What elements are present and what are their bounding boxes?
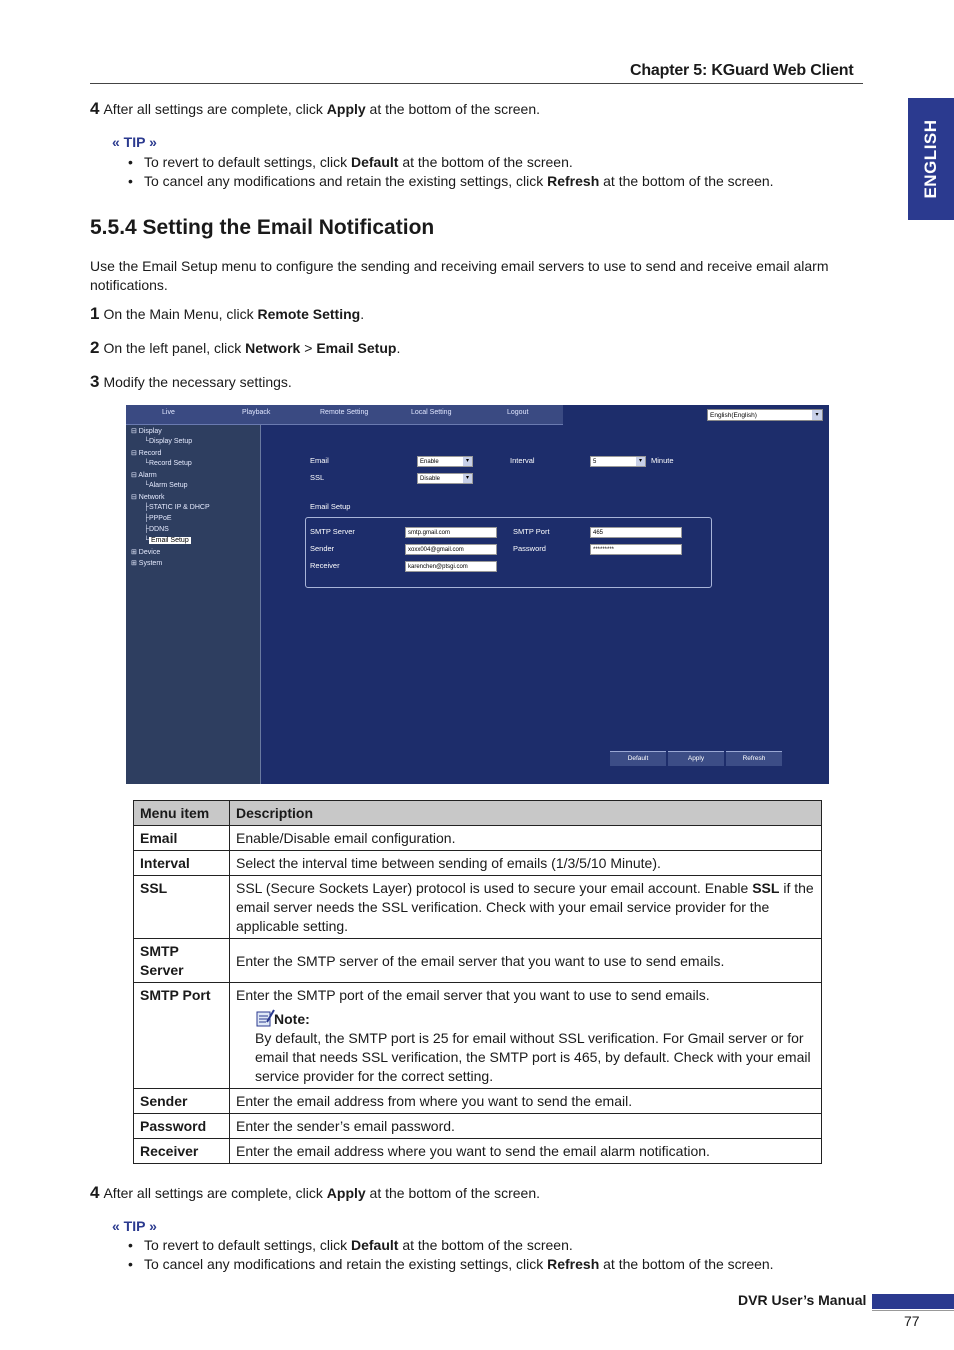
table-cell-item: SSL [134, 876, 230, 939]
step-number: 4 [90, 1183, 100, 1202]
table-row [134, 876, 822, 939]
tree-ddns[interactable]: ├DDNS [144, 526, 169, 533]
tip-list-top [126, 153, 774, 191]
tree-email-setup-selected[interactable]: Email Setup [150, 537, 189, 544]
settings-table [133, 800, 822, 1164]
step-3: 3 Modify the necessary settings. [90, 372, 292, 391]
chevron-down-icon: ▾ [463, 457, 472, 466]
table-cell-desc: Select the interval time between sending of emails (1/3/5/10 Minute). [230, 851, 822, 876]
language-tab-label: ENGLISH [921, 119, 940, 199]
tip-item: • To revert to default settings, click Default at the bottom of the screen. [126, 1236, 774, 1255]
nav-logout[interactable]: Logout [507, 409, 529, 416]
step-number: 3 [90, 372, 100, 391]
dvr-left-panel [126, 425, 261, 784]
page-number: 77 [904, 1313, 920, 1329]
smtp-port-input[interactable]: 465 [590, 527, 682, 538]
table-cell-desc: SSL (Secure Sockets Layer) protocol is used to secure your email account. Enable SSL if the email server needs the SSL verification. Check with your email service provider for the applicable setting. [230, 876, 822, 939]
tree-email-setup-branch[interactable]: └ Email Setup [144, 537, 189, 544]
section-intro: Use the Email Setup menu to configure the sending and receiving email servers to use to send and receive email alarm notifications. [90, 258, 829, 293]
nav-live[interactable]: Live [162, 409, 175, 416]
nav-remote-setting[interactable]: Remote Setting [320, 409, 369, 416]
step-text: After all settings are complete, click [103, 101, 327, 117]
tip-item: • To revert to default settings, click Default at the bottom of the screen. [126, 153, 774, 172]
smtp-port-label: SMTP Port [513, 527, 550, 536]
minute-label: Minute [651, 456, 674, 465]
section-title: 5.5.4 Setting the Email Notification [90, 216, 435, 239]
table-row [134, 851, 822, 876]
table-cell-item: Interval [134, 851, 230, 876]
step-bold: Apply [326, 101, 366, 117]
tree-record-setup[interactable]: └Record Setup [144, 460, 192, 467]
tip-list-bottom [126, 1236, 774, 1274]
chapter-title: Chapter 5: KGuard Web Client [630, 62, 854, 79]
footer-manual-title: DVR User’s Manual [738, 1292, 867, 1308]
table-cell-desc: Enable/Disable email configuration. [230, 826, 822, 851]
table-row [134, 1114, 822, 1139]
tree-alarm-setup[interactable]: └Alarm Setup [144, 482, 188, 489]
step-4-top [90, 99, 540, 119]
email-label: Email [310, 456, 329, 465]
tree-pppoe[interactable]: ├PPPoE [144, 515, 172, 522]
table-cell-desc: Enter the email address where you want to send the email alarm notification. [230, 1139, 822, 1164]
tip-label: « TIP » [112, 1218, 157, 1234]
tree-device[interactable]: ⊞ Device [131, 549, 161, 556]
email-select[interactable]: Enable ▾ [417, 456, 473, 467]
interval-label: Interval [510, 456, 535, 465]
table-row [134, 1139, 822, 1164]
tip-label: « TIP » [112, 134, 157, 150]
tip-item: • To cancel any modifications and retain the existing settings, click Refresh at the bottom of the screen. [126, 1255, 774, 1274]
table-cell-item: SMTP Server [134, 939, 230, 983]
ssl-select[interactable]: Disable ▾ [417, 473, 473, 484]
tree-alarm[interactable]: ⊟ Alarm [131, 472, 157, 479]
receiver-label: Receiver [310, 561, 340, 570]
table-cell-desc: Enter the sender’s email password. [230, 1114, 822, 1139]
apply-button[interactable]: Apply [668, 751, 724, 766]
footer-rule [872, 1310, 954, 1311]
footer-bar [872, 1294, 954, 1309]
step-4-bottom: 4 After all settings are complete, click Apply at the bottom of the screen. [90, 1183, 540, 1202]
sender-input[interactable]: xoxx004@gmail.com [405, 544, 497, 555]
note-icon [255, 1009, 274, 1026]
table-header: Description [230, 801, 822, 826]
chevron-down-icon: ▾ [812, 410, 822, 420]
smtp-server-label: SMTP Server [310, 527, 355, 536]
note-text: By default, the SMTP port is 25 for email without SSL verification. For Gmail server or for email that needs SSL verification, the SMTP port is 465, by default. Check with your email service provider for the correct setting. [255, 1030, 811, 1084]
step-text: at the bottom of the screen. [365, 101, 540, 117]
tree-display[interactable]: ⊟ Display [131, 428, 162, 435]
step-number: 4 [90, 99, 100, 118]
tree-record[interactable]: ⊟ Record [131, 450, 162, 457]
sender-label: Sender [310, 544, 335, 553]
refresh-button[interactable]: Refresh [726, 751, 782, 766]
ssl-label: SSL [310, 473, 325, 482]
nav-local-setting[interactable]: Local Setting [411, 409, 452, 416]
table-row [134, 1089, 822, 1114]
tree-system[interactable]: ⊞ System [131, 560, 163, 567]
tip-item: • To cancel any modifications and retain the existing settings, click Refresh at the bottom of the screen. [126, 172, 774, 191]
step-number: 1 [90, 304, 100, 323]
tree-network[interactable]: ⊟ Network [131, 494, 165, 501]
dvr-screenshot [126, 405, 829, 784]
table-header: Menu item [134, 801, 230, 826]
nav-playback[interactable]: Playback [242, 409, 271, 416]
chevron-down-icon: ▾ [463, 474, 472, 483]
tree-static-ip[interactable]: ├STATIC IP & DHCP [144, 504, 210, 511]
receiver-input[interactable]: karenchen@ptsgi.com [405, 561, 497, 572]
language-select[interactable]: English(English) ▾ [707, 409, 823, 421]
password-label: Password [513, 544, 546, 553]
table-row [134, 983, 822, 1089]
table-row [134, 939, 822, 983]
language-tab [908, 98, 954, 220]
step-1: 1 On the Main Menu, click Remote Setting. [90, 304, 365, 323]
table-cell-item: Receiver [134, 1139, 230, 1164]
tree-display-setup[interactable]: └Display Setup [144, 438, 193, 445]
table-cell-desc: Enter the SMTP server of the email server that you want to use to send emails. [230, 939, 822, 983]
table-cell-desc [230, 983, 822, 1089]
step-number: 2 [90, 338, 100, 357]
password-input[interactable]: ********* [590, 544, 682, 555]
email-setup-label: Email Setup [310, 502, 351, 511]
table-header-row [134, 801, 822, 826]
smtp-port-desc: Enter the SMTP port of the email server that you want to use to send emails. [236, 987, 710, 1003]
step-2: 2 On the left panel, click Network > Email Setup. [90, 338, 401, 357]
smtp-server-input[interactable]: smtp.gmail.com [405, 527, 497, 538]
table-cell-item: Email [134, 826, 230, 851]
note-block [236, 1009, 816, 1086]
table-cell-item: Password [134, 1114, 230, 1139]
chevron-down-icon: ▾ [636, 457, 645, 466]
header-rule [90, 83, 863, 84]
table-row [134, 826, 822, 851]
table-cell-desc: Enter the email address from where you want to send the email. [230, 1089, 822, 1114]
table-cell-item: SMTP Port [134, 983, 230, 1089]
note-label: Note: [274, 1011, 310, 1027]
dvr-top-nav [126, 405, 563, 425]
default-button[interactable]: Default [610, 751, 666, 766]
table-cell-item: Sender [134, 1089, 230, 1114]
interval-select[interactable]: 5 ▾ [590, 456, 646, 467]
